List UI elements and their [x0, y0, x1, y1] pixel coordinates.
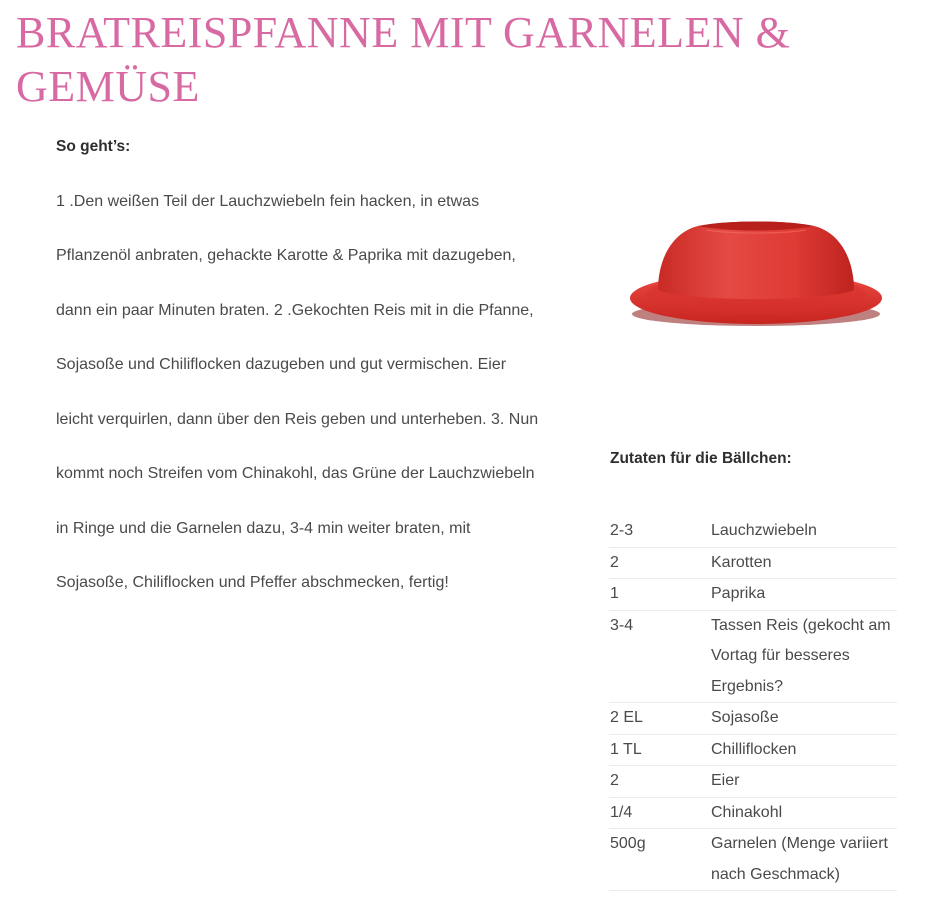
ingredient-qty: 3-4 [609, 610, 711, 703]
ingredient-row [609, 734, 897, 766]
ingredient-qty: 1 [609, 579, 711, 611]
ingredient-name: Sojasoße [711, 703, 897, 735]
ingredient-name: Chilliflocken [711, 734, 897, 766]
red-pan-image [628, 218, 884, 332]
ingredient-row [609, 579, 897, 611]
ingredient-row [609, 516, 897, 547]
ingredient-row [609, 829, 897, 891]
ingredient-row [609, 766, 897, 798]
ingredients-section [609, 440, 897, 891]
ingredient-name: Garnelen (Menge variiert nach Geschmack) [711, 829, 897, 891]
ingredient-name: Chinakohl [711, 797, 897, 829]
ingredient-name: Paprika [711, 579, 897, 611]
ingredient-row [609, 610, 897, 703]
ingredient-row [609, 703, 897, 735]
ingredient-row [609, 797, 897, 829]
instructions-section [56, 120, 546, 611]
ingredient-row [609, 547, 897, 579]
ingredients-heading: Zutaten für die Bällchen: [610, 450, 792, 467]
ingredient-name: Lauchzwiebeln [711, 516, 897, 547]
ingredient-qty: 2 [609, 547, 711, 579]
recipe-title: BRATREISPFANNE MIT GARNELEN & GEMÜSE [16, 8, 791, 111]
instructions-text: 1 .Den weißen Teil der Lauchzwiebeln fein hacken, in etwas Pflanzenöl anbraten, gehackte Karotte & Paprika mit dazugeben, dann ein paar Minuten braten. 2 .Gekochten Reis mit in die Pfanne, Sojasoße und Chiliflocken dazugeben und gut vermischen. Eier leicht verquirlen, dann über den Reis geben und unterheben. 3. Nun kommt noch Streifen vom Chinakohl, das Grüne der Lauchzwiebeln in Ringe und die Garnelen dazu, 3-4 min weiter braten, mit Sojasoße, Chiliflocken und Pfeffer abschmecken, fertig! [56, 192, 539, 591]
ingredients-table [609, 516, 897, 891]
instructions-heading: So geht’s: [56, 138, 131, 155]
ingredient-name: Eier [711, 766, 897, 798]
ingredient-qty: 2 [609, 766, 711, 798]
ingredient-qty: 1/4 [609, 797, 711, 829]
ingredient-name: Tassen Reis (gekocht am Vortag für besseres Ergebnis? [711, 610, 897, 703]
ingredient-qty: 2-3 [609, 516, 711, 547]
ingredient-name: Karotten [711, 547, 897, 579]
ingredient-qty: 500g [609, 829, 711, 891]
ingredient-qty: 2 EL [609, 703, 711, 735]
ingredient-qty: 1 TL [609, 734, 711, 766]
